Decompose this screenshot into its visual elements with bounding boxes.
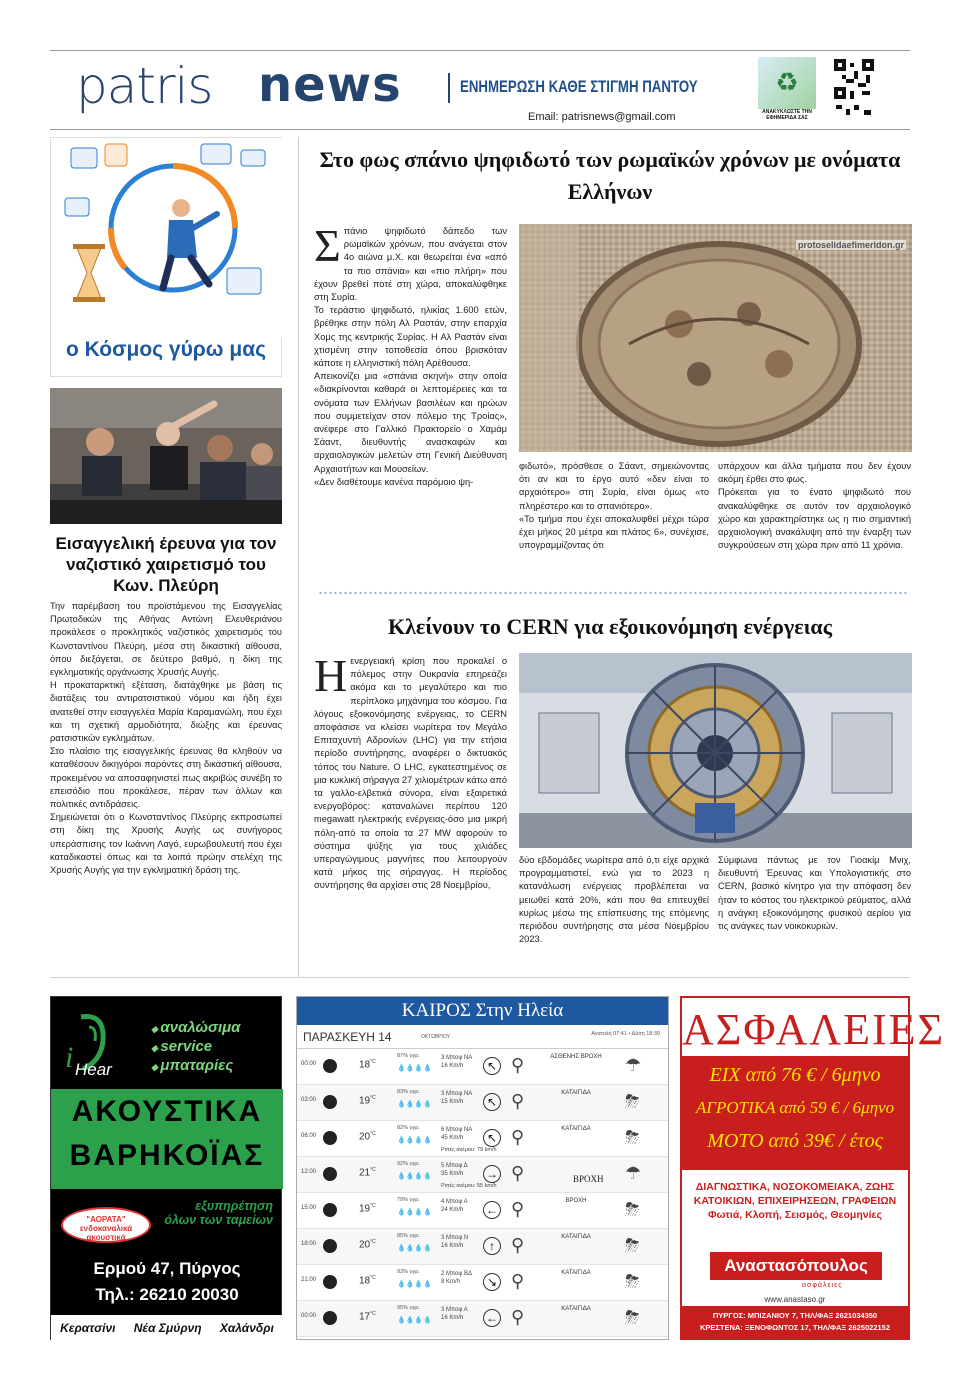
cern-article-headline[interactable]: Κλείνουν το CERN για εξοικονόμηση ενέργειας: [388, 614, 832, 639]
ihear-logo-word: Hear: [75, 1060, 112, 1079]
wind-turbine-icon: ⚲: [511, 1235, 525, 1255]
weather-time: 00:00: [301, 1313, 317, 1319]
ihear-headline-1: ΑΚΟΥΣΤΙΚΑ: [71, 1095, 263, 1128]
moon-icon: [323, 1275, 337, 1289]
wind-beaufort: 3 Μποφ ΝΑ: [441, 1055, 473, 1061]
paragraph: «Δεν διαθέτουμε κανένα παρόμοιο ψη-: [314, 476, 474, 487]
weather-wind: [441, 1234, 468, 1250]
wind-direction-icon: ↘: [483, 1273, 501, 1291]
raindrops-icon: 💧💧💧💧: [397, 1100, 432, 1108]
wind-direction-icon: →: [483, 1165, 501, 1183]
insurance-offer-moto: ΜΟΤΟ από 39€ / έτος: [707, 1130, 883, 1152]
mosaic-article-headline[interactable]: Στο φως σπάνιο ψηφιδωτό των ρωμαϊκών χρόνων με ονόματα Ελλήνων: [319, 147, 901, 204]
moon-icon: [323, 1167, 337, 1181]
insurance-categories: ΔΙΑΓΝΩΣΤΙΚΑ, ΝΟΣΟΚΟΜΕΙΑΚΑ, ΖΩΗΣ ΚΑΤΟΙΚΙΩΝ, ΕΠΙΧΕΙΡΗΣΕΩΝ, ΓΡΑΦΕΙΩΝ Φωτιά, Κλοπή, Σεισμός, Θεομηνίες: [693, 1181, 897, 1221]
recycle-badge: [758, 57, 816, 121]
banner-title: ο Κόσμος γύρω μας: [65, 338, 267, 361]
dotted-separator: [318, 591, 908, 595]
moon-icon: [323, 1059, 337, 1073]
qr-code-icon[interactable]: [834, 59, 874, 99]
wind-beaufort: 3 Μποφ Ν: [441, 1235, 469, 1241]
weather-wind: [441, 1054, 472, 1070]
wind-speed: 16 Km/h: [441, 1063, 464, 1069]
cern-column-2: [519, 854, 709, 946]
temperature-value: 18: [359, 1059, 371, 1071]
world-around-us-banner: [50, 137, 282, 377]
paragraph: Το τεράστιο ψηφιδωτό, ηλικίας 1.600 ετών, βρέθηκε στην πόλη Αλ Ραστάν, στην επαρχία Χομς της κεντρικής Συρίας. Η Αλ Ραστάν είναι χτισμένη στην τοποθεσία όπου βρισκόταν κάποτε η ελληνιστική πόλη Αρέθουσα.: [314, 305, 507, 369]
weather-description: ΚΑΤΑΙΓΙΔΑ: [561, 1306, 591, 1312]
ihear-services-list: [151, 1019, 240, 1076]
list-item: ◆ service: [151, 1038, 240, 1057]
cern-detector-photo[interactable]: [519, 653, 912, 848]
paragraph: ενεργειακή κρίση που προκαλεί ο πόλεμος στην Ουκρανία επηρεάζει ακόμα και το μεγαλύτερο και πιο περίπλοκο μηχάνημα του κόσμου. Για λόγους εξοικονόμησης ενέργειας, το CERN αποφάσισε να κλείσει νωρίτερα τον Μεγάλο Επιταχυντή Αδρονίων (LHC) για την ετήσια περίοδο συντήρησης, αναφέρει ο δικτυακός τόπος του Nature. Ο LHC, εγκατεστημένος σε μια κυκλική σήραγγα 27 χιλιομέτρων κάτω από τα γαλλο-ελβετικά σύνορα, είναι εξαιρετικά ενεργοβόρος: καταναλώνει περίπου 120 megawatt ηλεκτρικής ενέργειας-όσο μια μικρή πόλη-από τα οποία τα 27 MW αφορούν το σύστημα ψύξης για τους χιλιάδες υπεραγώγιμους μαγνήτες που λειτουργούν κατά μήκος της σήραγγας. Η περίοδος συντήρησης θα αρχίσει στις 28 Νοεμβρίου,: [314, 656, 507, 891]
weather-row: [297, 1157, 668, 1193]
insurance-logo: Αναστασόπουλος: [710, 1252, 882, 1280]
branch-item: Κερατσίνι: [60, 1321, 116, 1335]
wind-turbine-icon: ⚲: [511, 1307, 525, 1327]
wind-turbine-icon: ⚲: [511, 1199, 525, 1219]
wind-turbine-icon: ⚲: [511, 1163, 525, 1183]
moon-icon: [323, 1203, 337, 1217]
paragraph: Απεικονίζει μια «σπάνια σκηνή» στην οποία «διακρίνονται καθαρά οι λεπτομέρειες και τα ονόματα των Ελλήνων βασιλέων και ηρώων που συμμετείχαν στον πόλεμο της Τροίας», ανέφερε στο Γαλλικό Πρακτορείο ο Χαμάμ Σάαντ, διευθυντής ανασκαφών και αρχαιολογικών μελετών στη Γενική Διεύθυνση Αρχαιοτήτων και Μουσείων.: [314, 371, 507, 474]
wind-speed: 15 Km/h: [441, 1099, 464, 1105]
weather-humidity: 92% υγρ.: [397, 1161, 420, 1167]
ihear-headline-2: ΒΑΡΗΚΟΪΑΣ: [69, 1139, 265, 1172]
weather-time: 21:00: [301, 1277, 317, 1283]
weather-temperature: [359, 1311, 376, 1322]
temperature-value: 20: [359, 1131, 371, 1143]
paragraph: Την παρέμβαση του προϊστάμενου της Εισαγγελίας Πρωτοδικών της Αθήνας Αντώνη Ελευθεριάνου προκάλεσε ο προκλητικός ναζιστικός χαιρετισμός του Κωνσταντίνου Πλεύρη, μέσα στη δικαστική αίθουσα, όπου διεξάγεται, σε δεύτερο βαθμό, η δίκη της εγκληματικής οργάνωσης Χρυσής Αυγής.: [50, 601, 282, 678]
weather-wind: [441, 1162, 468, 1178]
wind-turbine-icon: ⚲: [511, 1091, 525, 1111]
cern-detector-image: [519, 653, 912, 848]
insurance-logo-tag: ασφάλειες: [802, 1282, 843, 1289]
drop-cap: Σ: [314, 220, 341, 271]
weather-date-bar: [297, 1025, 668, 1049]
brand-logo-light[interactable]: patris: [76, 57, 213, 115]
wind-speed: 16 Km/h: [441, 1315, 464, 1321]
weather-humidity: 79% υγρ.: [397, 1197, 420, 1203]
celsius-unit: °C: [370, 1203, 376, 1209]
recycle-text: ΑΝΑΚΥΚΛΩΣΤΕ ΤΗΝ ΕΦΗΜΕΡΙΔΑ ΣΑΣ: [762, 109, 812, 121]
weather-condition-icon: ☂: [625, 1163, 642, 1183]
sunrise-sunset: Ανατολή 07:41 • Δύση 18:39: [591, 1031, 660, 1037]
weather-condition-icon: ⛈: [625, 1091, 640, 1111]
ihear-logo-letter: i: [65, 1041, 74, 1074]
list-item: ◆ αναλώσιμα: [151, 1019, 240, 1038]
weather-humidity: 85% υγρ.: [397, 1233, 420, 1239]
weather-time: 15:00: [301, 1205, 317, 1211]
weather-humidity: 93% υγρ.: [397, 1269, 420, 1275]
paragraph: «Το τμήμα που έχει αποκαλυφθεί μέχρι τώρα έχει μήκος 20 μέτρα και πλάτος 6», συνέχισε, υπογραμμίζοντας ότι: [519, 513, 709, 551]
weather-condition-icon: ⛈: [625, 1235, 640, 1255]
wind-turbine-icon: ⚲: [511, 1271, 525, 1291]
wind-turbine-icon: ⚲: [511, 1055, 525, 1075]
weather-humidity: 83% υγρ.: [397, 1089, 420, 1095]
paragraph: υπάρχουν και άλλα τμήματα που δεν έχουν ακόμη έρθει στο φως.: [718, 461, 911, 485]
weather-description: ΚΑΤΑΙΓΙΔΑ: [561, 1234, 591, 1240]
weather-description: ΚΑΤΑΙΓΙΔΑ: [561, 1270, 591, 1276]
weather-temperature: [359, 1095, 376, 1106]
wind-beaufort: 3 Μποφ Α: [441, 1307, 468, 1313]
wind-beaufort: 5 Μποφ Δ: [441, 1163, 468, 1169]
temperature-value: 20: [359, 1239, 371, 1251]
weather-condition: ΒΡΟΧΗ: [573, 1174, 604, 1184]
celsius-unit: °C: [370, 1167, 376, 1173]
weather-humidity: 87% υγρ.: [397, 1053, 420, 1059]
weather-wind: [441, 1270, 472, 1286]
weather-time: 18:00: [301, 1241, 317, 1247]
weather-wind: [441, 1126, 472, 1142]
weather-row: [297, 1121, 668, 1157]
weather-temperature: [359, 1167, 376, 1178]
raindrops-icon: 💧💧💧💧: [397, 1136, 432, 1144]
weather-temperature: [359, 1203, 376, 1214]
temperature-value: 17: [359, 1311, 371, 1323]
wind-speed: 45 Km/h: [441, 1135, 464, 1141]
wind-direction-icon: ↖: [483, 1129, 501, 1147]
wind-speed: 35 Km/h: [441, 1171, 464, 1177]
paragraph: πάνιο ψηφιδωτό δάπεδο των ρωμαϊκών χρόνων, που ανάγεται στον 4ο αιώνα μ.Χ. και θεωρείται ένα «από τα πιο σπάνια» και «πιο πλήρη» που έχουν βρεθεί ποτέ στη χώρα, αποκαλύφθηκε στη Συρία.: [314, 226, 507, 303]
column-divider: [298, 137, 299, 977]
mosaic-column-3: [718, 460, 911, 552]
masthead-slogan: ΕΝΗΜΕΡΩΣΗ ΚΑΘΕ ΣΤΙΓΜΗ ΠΑΝΤΟΥ: [460, 77, 698, 96]
paragraph: Σύμφωνα πάντως με τον Γιοακίμ Μνιχ, διευθυντή Έρευνας και Υπολογιστικής στο CERN, βασικό κίνητρο για την απόφαση δεν ήταν το κόστος του ηλεκτρικού ρεύματος, αλλά η ανάγκη εξοικονόμησης φυσικού αερίου για τις ανάγκες των νοικοκυριών.: [718, 855, 911, 932]
mosaic-photo-image: [519, 224, 912, 452]
weather-wind: [441, 1198, 468, 1214]
weather-description: ΑΣΘΕΝΗΣ ΒΡΟΧΗ: [550, 1054, 602, 1060]
wind-turbine-icon: ⚲: [511, 1127, 525, 1147]
celsius-unit: °C: [370, 1239, 376, 1245]
paragraph: φιδωτό», πρόσθεσε ο Σάαντ, σημειώνοντας ότι αν και το έργο αυτό «δεν είναι το αρχαιότερο» στη Συρία, είναι όμως «το πληρέστερο και το σπανιότερο».: [519, 461, 709, 511]
weather-row: [297, 1301, 668, 1337]
weather-humidity: 82% υγρ.: [397, 1125, 420, 1131]
celsius-unit: °C: [370, 1131, 376, 1137]
masthead-divider: [448, 73, 450, 103]
weather-row: [297, 1193, 668, 1229]
wind-beaufort: 6 Μποφ ΝΑ: [441, 1127, 473, 1133]
ihear-phone[interactable]: Τηλ.: 26210 20030: [95, 1285, 239, 1304]
raindrops-icon: 💧💧💧💧: [397, 1172, 432, 1180]
weather-day: ΠΑΡΑΣΚΕΥΗ 14: [303, 1030, 392, 1044]
courtroom-photo-image: [50, 388, 282, 524]
wind-direction-icon: ←: [483, 1201, 501, 1219]
wind-beaufort: 2 Μποφ ΒΔ: [441, 1271, 472, 1277]
weather-row: [297, 1229, 668, 1265]
weather-condition-icon: ⛈: [625, 1127, 640, 1147]
cern-column-1: [314, 650, 507, 893]
mosaic-column-2: [519, 460, 709, 552]
wind-gust: Ριπές ανέμου: 79 km/h: [441, 1147, 497, 1153]
branch-item: Χαλάνδρι: [219, 1321, 274, 1335]
brand-logo-bold[interactable]: news: [258, 57, 402, 113]
moon-icon: [323, 1131, 337, 1145]
ihear-branches: [51, 1315, 283, 1341]
hearing-aids-advertisement[interactable]: [50, 996, 282, 1340]
temperature-value: 18: [359, 1275, 371, 1287]
wind-gust: Ριπές ανέμου: 55 km/h: [441, 1183, 497, 1189]
recycle-icon: ♻: [758, 57, 816, 109]
mosaic-column-1: [314, 220, 507, 489]
masthead: [50, 50, 910, 130]
weather-time: 00:00: [301, 1061, 317, 1067]
raindrops-icon: 💧💧💧💧: [397, 1316, 432, 1324]
weather-description: ΚΑΤΑΙΓΙΔΑ: [561, 1126, 591, 1132]
weather-row: [297, 1085, 668, 1121]
weather-condition-icon: ⛈: [625, 1199, 640, 1219]
weather-time: 06:00: [301, 1133, 317, 1139]
wind-speed: 16 Km/h: [441, 1243, 464, 1249]
insurance-contact: [682, 1306, 908, 1338]
weather-condition-icon: ⛈: [625, 1271, 640, 1291]
weather-time: 03:00: [301, 1097, 317, 1103]
temperature-value: 21: [359, 1167, 371, 1179]
watermark: protoselidaefimeridon.gr: [797, 240, 904, 250]
ihear-address: Ερμού 47, Πύργος: [93, 1259, 241, 1278]
weather-temperature: [359, 1131, 376, 1142]
insurance-contact-krestena: ΚΡΕΣΤΕΝΑ: ΞΕΝΟΦΩΝΤΟΣ 17, ΤΗΛ/ΦΑΞ 2625022152: [699, 1323, 891, 1332]
moon-icon: [323, 1239, 337, 1253]
paragraph: Πρόκειται για το ένατο ψηφιδωτό που ανακαλύφθηκε σε αυτόν τον αρχαιολογικό χώρο και χαρακτηρίστηκε ως η πιο σημαντική αρχαιολογική ανακάλυψη από την έναρξη των συγκρούσεων στη χώρα πριν από 11 χρόνια.: [718, 487, 911, 551]
qr-code-strip-icon: [834, 103, 874, 117]
time-management-illustration: [51, 138, 283, 338]
insurance-offer-agri: ΑΓΡΟΤΙΚΑ από 59 € / 6μηνο: [695, 1098, 895, 1117]
drop-cap: Η: [314, 650, 348, 701]
insurance-website[interactable]: www.anastaso.gr: [764, 1295, 826, 1304]
courtroom-photo[interactable]: [50, 388, 282, 524]
wind-direction-icon: ↖: [483, 1057, 501, 1075]
paragraph: Σημειώνεται ότι ο Κωνσταντίνος Πλεύρης εκπροσωπεί στη δίκη της Χρυσής Αυγής ως συνήγορος υπεράσπισης τον Ιωάννη Λαγό, ευρωβουλευτή που έχει καταδικαστεί όπως και τα λοιπά πρώην στελέχη της Χρυσής Αυγής για την εγκληματική δράση της.: [50, 812, 282, 876]
weather-row: [297, 1049, 668, 1085]
insurance-contact-pyrgos: ΠΥΡΓΟΣ: ΜΠΙΖΑΝΙΟΥ 7, ΤΗΛ/ΦΑΞ 2621034350: [712, 1311, 878, 1320]
left-article-headline[interactable]: Εισαγγελική έρευνα για τον ναζιστικό χαιρετισμό του Κων. Πλεύρη: [55, 534, 277, 595]
paragraph: Η προκαταρκτική εξέταση, διατάχθηκε με βάση τις διατάξεις του αντιρατσιστικού νόμου και ήδη έχει ανατεθεί στην εισαγγελέα Μαρία Καραμανώλη, που έχει και τη σχετική αρμοδιότητα, διώξης και έρευνας ρατσιστικών εγκλημάτων.: [50, 680, 282, 744]
weather-condition-icon: ⛈: [625, 1307, 640, 1327]
weather-temperature: [359, 1059, 376, 1070]
section-divider: [50, 977, 910, 978]
raindrops-icon: 💧💧💧💧: [397, 1244, 432, 1252]
mosaic-photo[interactable]: [519, 224, 912, 452]
ihear-service-text: εξυπηρέτηση όλων των ταμείων: [164, 1199, 273, 1227]
weather-widget: [296, 996, 669, 1340]
celsius-unit: °C: [370, 1095, 376, 1101]
celsius-unit: °C: [370, 1275, 376, 1281]
celsius-unit: °C: [370, 1311, 376, 1317]
temperature-value: 19: [359, 1095, 371, 1107]
moon-icon: [323, 1095, 337, 1109]
wind-direction-icon: ↑: [483, 1237, 501, 1255]
insurance-title: ΑΣΦΑΛΕΙΕΣ: [682, 1005, 946, 1054]
insurance-advertisement[interactable]: [680, 996, 946, 1340]
raindrops-icon: 💧💧💧💧: [397, 1280, 432, 1288]
left-article-body: [50, 600, 282, 877]
weather-title: ΚΑΙΡΟΣ Στην Ηλεία: [297, 997, 668, 1025]
weather-temperature: [359, 1239, 376, 1250]
wind-direction-icon: ↖: [483, 1093, 501, 1111]
list-item: ◆ μπαταρίες: [151, 1057, 240, 1076]
ihear-logo-mark: [61, 1009, 131, 1079]
weather-description: ΒΡΟΧΗ: [565, 1198, 587, 1204]
branch-item: Νέα Σμύρνη: [133, 1321, 202, 1335]
celsius-unit: °C: [370, 1059, 376, 1065]
masthead-email[interactable]: Email: patrisnews@gmail.com: [528, 111, 676, 123]
weather-wind: [441, 1306, 468, 1322]
wind-speed: 24 Km/h: [441, 1207, 464, 1213]
weather-rows: [297, 1049, 668, 1337]
weather-time: 12:00: [301, 1169, 317, 1175]
raindrops-icon: 💧💧💧💧: [397, 1064, 432, 1072]
wind-direction-icon: ←: [483, 1309, 501, 1327]
weather-temperature: [359, 1275, 376, 1286]
weather-wind: [441, 1090, 472, 1106]
temperature-value: 19: [359, 1203, 371, 1215]
ihear-logo: [61, 1009, 131, 1079]
raindrops-icon: 💧💧💧💧: [397, 1208, 432, 1216]
wind-beaufort: 3 Μποφ ΝΑ: [441, 1091, 473, 1097]
ihear-invisible-badge: "ΑΟΡΑΤΑ" ενδοκαναλικά ακουστικά: [61, 1207, 151, 1243]
paragraph: Στο πλαίσιο της εισαγγελικής έρευνας θα κληθούν να καταθέσουν δικηγόροι παρόντες στη δικαστική αίθουσα, προκειμένου να αποσαφηνιστεί πως ακριβώς συνέβη το επεισόδιο που προκάλεσε, πέραν των άλλων και πολιτικές αντιδράσεις.: [50, 746, 282, 810]
weather-description: ΚΑΤΑΙΓΙΔΑ: [561, 1090, 591, 1096]
insurance-offer-car: ΕΙΧ από 76 € / 6μηνο: [709, 1064, 881, 1086]
wind-beaufort: 4 Μποφ Α: [441, 1199, 468, 1205]
weather-condition-icon: ☂: [625, 1055, 642, 1075]
weather-humidity: 95% υγρ.: [397, 1305, 420, 1311]
weather-row: [297, 1265, 668, 1301]
cern-column-3: [718, 854, 911, 933]
wind-speed: 8 Km/h: [441, 1279, 461, 1285]
paragraph: δύο εβδομάδες νωρίτερα από ό,τι είχε αρχικά προγραμματιστεί, ενώ για το 2023 η κατανάλωση ενέργειας προβλέπεται να μειωθεί κατά 20%, κάτι που θα επιτευχθεί κυρίως μέσω της επίσπευσης της επόμενης περιόδου συντήρησης στα μέσα Νοεμβρίου 2023.: [519, 855, 709, 945]
moon-icon: [323, 1311, 337, 1325]
weather-month: ΟΚΤΩΒΡΙΟΥ: [421, 1034, 451, 1040]
